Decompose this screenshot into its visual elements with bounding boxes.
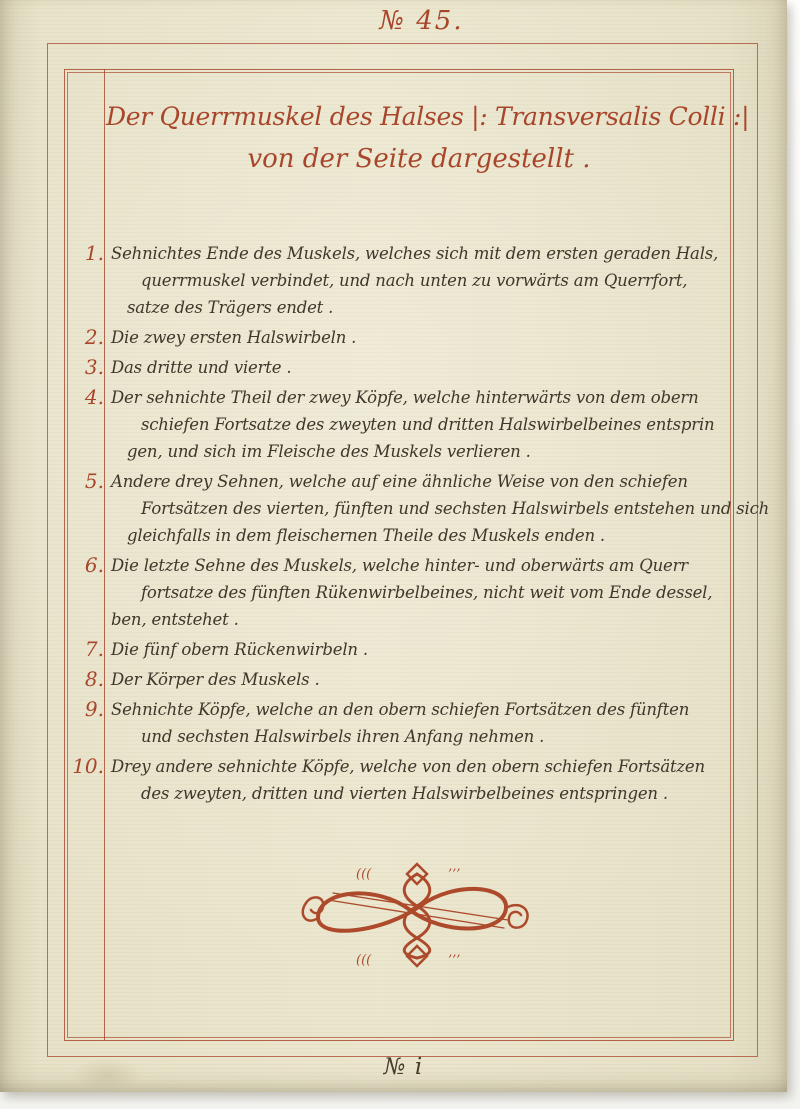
item-text-line: Der sehnichte Theil der zwey Köpfe, welche hinterwärts von dem obern [111,388,699,407]
quire-signature: № i [383,1054,424,1080]
title-line-2: von der Seite dargestellt . [247,144,591,174]
item-text [111,468,769,549]
item-text-line: Andere drey Sehnen, welche auf eine ähnliche Weise von den schiefen [111,472,688,491]
item-number: 7. [84,637,104,661]
item-text [111,552,740,633]
list-item [64,636,740,663]
item-text-line: Die zwey ersten Halswirbeln . [111,328,357,347]
item-text [111,666,740,693]
list-item [64,468,770,549]
item-text [111,240,740,321]
item-text-line: des zweyten, dritten und vierten Halswirbelbeines entspringen . [141,784,668,803]
item-text-line: Die letzte Sehne des Muskels, welche hinter- und oberwärts am Querr [111,556,688,575]
list-item [64,324,740,351]
flourish-mark: ((( [356,867,372,882]
item-number: 1. [84,241,104,265]
numbered-legend-list [64,240,770,810]
item-text-line: gen, und sich im Fleische des Muskels verlieren . [127,442,531,461]
calligraphic-flourish-icon [298,858,536,970]
item-text [111,696,740,750]
item-number: 8. [84,667,104,691]
list-item [64,240,740,321]
item-text-line: Fortsätzen des vierten, fünften und sechsten Halswirbels entstehen und sich [141,499,770,518]
item-text [111,753,740,807]
item-text-line: querrmuskel verbindet, und nach unten zu vorwärts am Querrfort, [141,271,688,290]
list-item [64,696,740,750]
item-number: 3. [84,355,104,379]
item-number: 2. [84,325,104,349]
item-text-line: Die fünf obern Rückenwirbeln . [111,640,368,659]
item-number: 9. [84,697,104,721]
item-text-line: Drey andere sehnichte Köpfe, welche von den obern schiefen Fortsätzen [111,757,705,776]
flourish-mark: ’’’ [448,953,461,968]
item-text-line: gleichfalls in dem fleischernen Theile des Muskels enden . [127,526,605,545]
item-text [111,354,740,381]
flourish-mark: ’’’ [448,867,461,882]
item-text [111,384,740,465]
item-text [111,324,740,351]
item-text-line: ben, entstehet . [111,610,239,629]
item-text-line: satze des Trägers endet . [127,298,334,317]
folio-number: № 45. [379,6,464,36]
list-item [64,354,740,381]
item-text-line: Sehnichtes Ende des Muskels, welches sich mit dem ersten geraden Hals, [111,244,719,263]
page-title [106,102,750,174]
item-text-line: und sechsten Halswirbels ihren Anfang nehmen . [141,727,545,746]
title-line-1: Der Querrmuskel des Halses |: Transversalis Colli :| [106,102,750,131]
item-text-line: fortsatze des fünften Rükenwirbelbeines, nicht weit vom Ende dessel, [141,583,713,602]
item-number: 5. [84,469,104,493]
item-text-line: schiefen Fortsatze des zweyten und dritten Halswirbelbeines entsprin [141,415,715,434]
item-number: 10. [72,754,104,778]
item-text [111,636,740,663]
list-item [64,552,740,633]
flourish-mark: ((( [356,953,372,968]
list-item [64,384,740,465]
item-text-line: Der Körper des Muskels . [111,670,320,689]
item-number: 6. [84,553,104,577]
list-item [64,666,740,693]
item-number: 4. [84,385,104,409]
item-text-line: Sehnichte Köpfe, welche an den obern schiefen Fortsätzen des fünften [111,700,690,719]
item-text-line: Das dritte und vierte . [111,358,292,377]
list-item [64,753,740,807]
